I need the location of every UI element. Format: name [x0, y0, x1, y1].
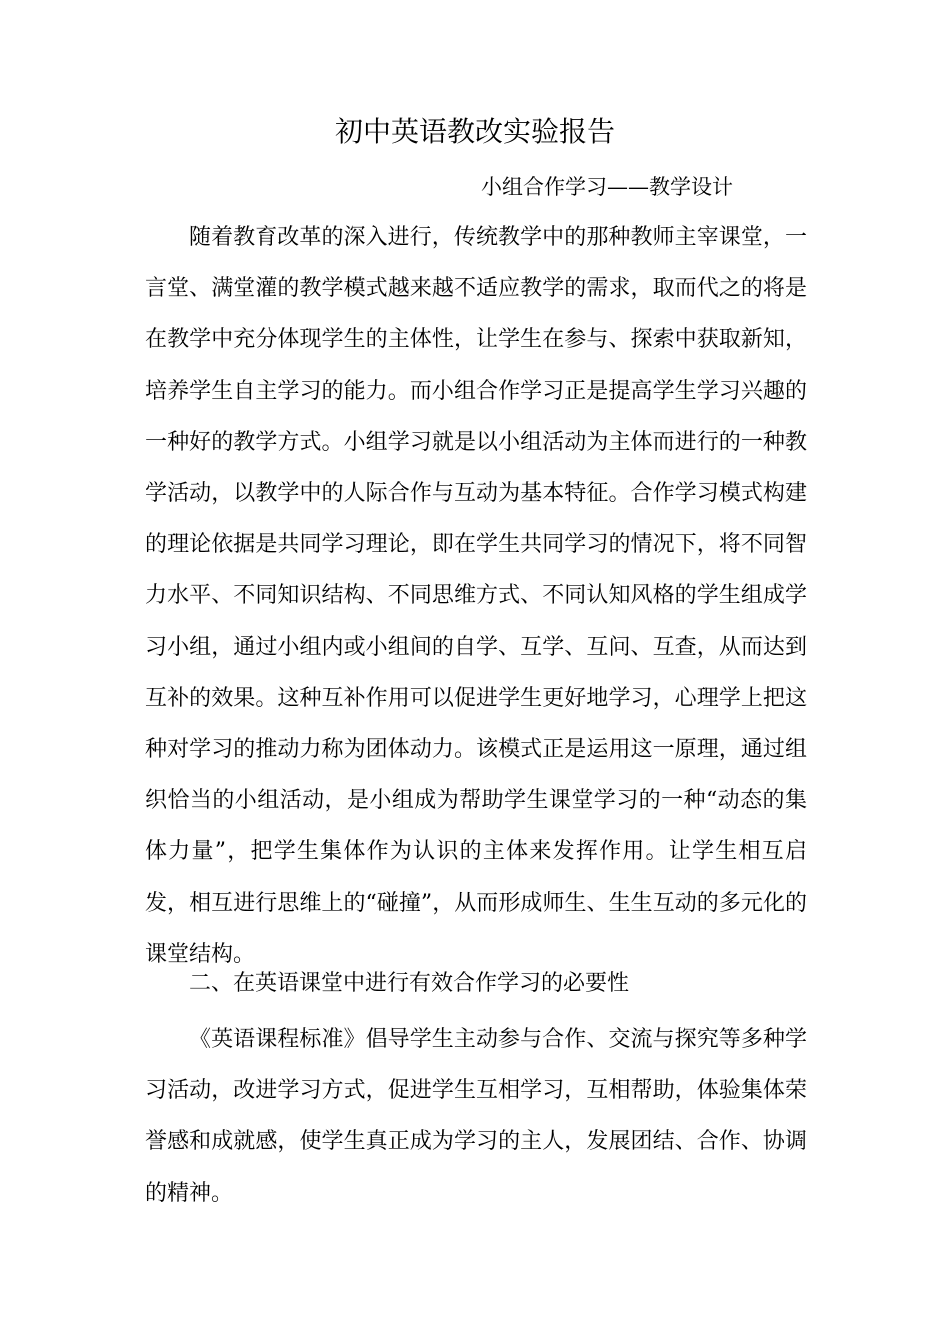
document-title: 初中英语教改实验报告: [334, 115, 615, 148]
intro-paragraph: 随着教育改革的深入进行，传统教学中的那种教师主宰课堂，一言堂、满堂灌的教学模式越来越不适应教学的需求，取而代之的将是在教学中充分体现学生的主体性，让学生在参与、探索中获取新知，培养学生自主学习的能力。而小组合作学习正是提高学生学习兴趣的一种好的教学方式。小组学习就是以小组活动为主体而进行的一种教学活动，以教学中的人际合作与互动为基本特征。合作学习模式构建的理论依据是共同学习理论，即在学生共同学习的情况下，将不同智力水平、不同知识结构、不同思维方式、不同认知风格的学生组成学习小组，通过小组内或小组间的自学、互学、互问、互查，从而达到互补的效果。这种互补作用可以促进学生更好地学习，心理学上把这种对学习的推动力称为团体动力。该模式正是运用这一原理，通过组织恰当的小组活动，是小组成为帮助学生课堂学习的一种“动态的集体力量”，把学生集体作为认识的主体来发挥作用。让学生相互启发，相互进行思维上的“碰撞”，从而形成师生、生生互动的多元化的课堂结构。: [145, 225, 807, 967]
document-subtitle: 小组合作学习——教学设计: [481, 175, 733, 199]
section-heading: 二、在英语课堂中进行有效合作学习的必要性: [189, 971, 630, 996]
section-paragraph: 《英语课程标准》倡导学生主动参与合作、交流与探究等多种学习活动，改进学习方式，促进学生互相学习，互相帮助，体验集体荣誉感和成就感，使学生真正成为学习的主人，发展团结、合作、协调的精神。: [145, 1027, 807, 1206]
